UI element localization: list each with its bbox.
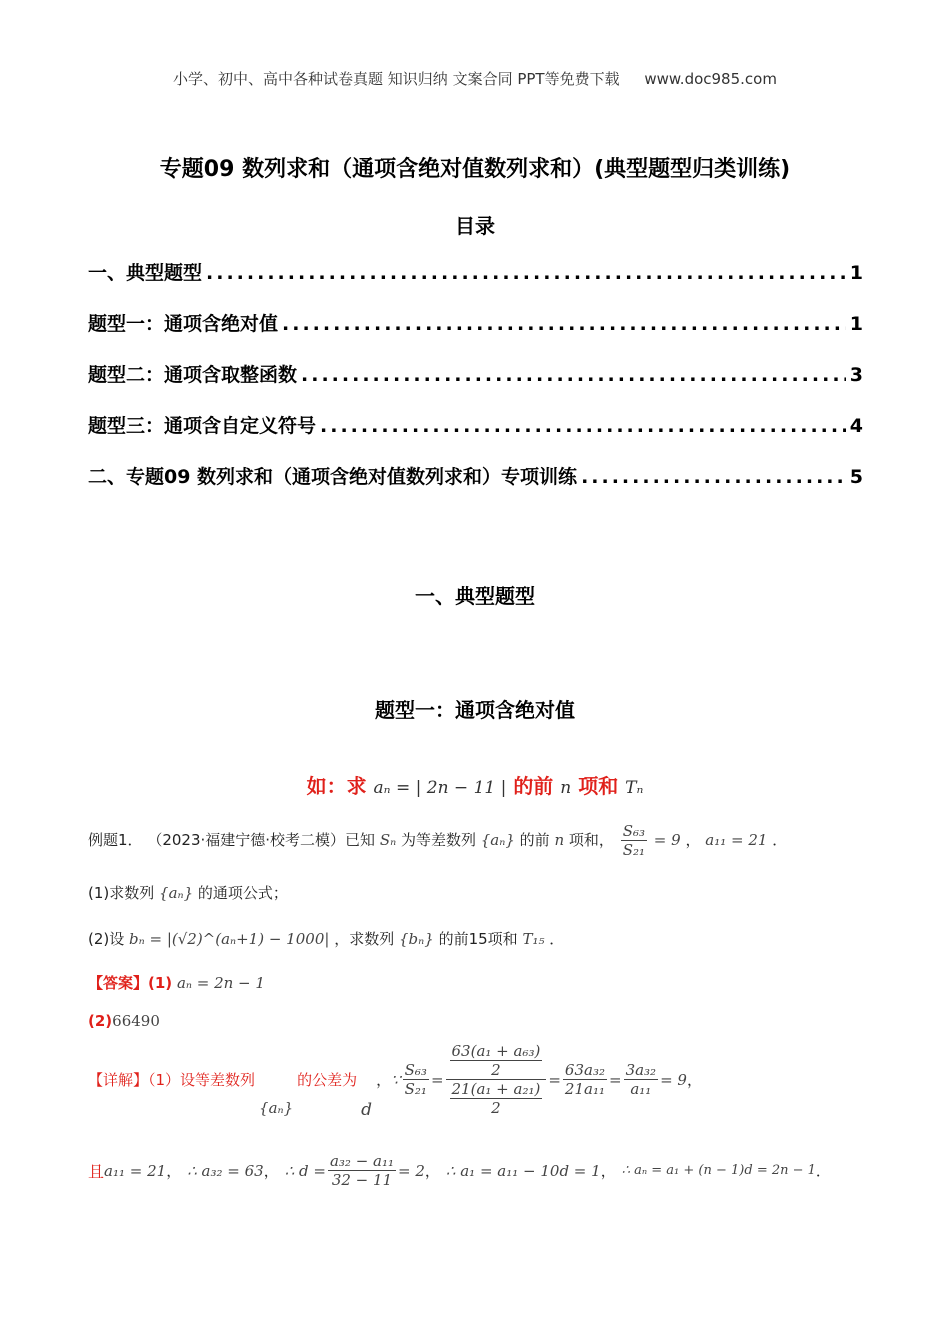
- toc-item[interactable]: [88, 360, 863, 411]
- detail-a1: ∴ a₁ = a₁₁ − 10d = 1: [445, 1161, 601, 1180]
- detail-label: 【详解】（1）设等差数列: [88, 1071, 256, 1089]
- answer-part1-formula: aₙ = 2n − 1: [176, 974, 265, 992]
- q2-bn-seq: {bₙ}: [399, 930, 434, 948]
- toc-item-label: 一、典型题型: [88, 262, 203, 284]
- example1-a11: a₁₁ = 21: [705, 831, 768, 849]
- example-mid: 的前: [513, 774, 554, 798]
- example1-text1: 为等差数列: [400, 831, 476, 849]
- example1-eq1: = 9: [653, 831, 681, 849]
- example-suffix: 项和: [578, 774, 619, 798]
- detail-line-1: 【详解】（1）设等差数列 {aₙ} 的公差为 d ， ∵ $\frac{\text{S₆₃}}{\text{S₂₁}}$ = $\frac{\frac{\text{63(a₁ + a₆₃)}}{2}}{\frac{\text{21(a₁ + a₂₁)}}{2}}$ = $\frac{\text{63a₃₂}}{\text{21a₁₁}}$ = $\frac{\text{3a₃₂}}{\text{a₁₁}}$ = 9 ，: [88, 1042, 702, 1120]
- f2-numerator: 63a₃₂: [564, 1061, 605, 1079]
- toc-item[interactable]: [88, 309, 863, 360]
- q2-bn: bₙ = |(√2)^(aₙ+1) − 1000|: [129, 930, 330, 948]
- d-denominator: 32 − 11: [331, 1171, 393, 1189]
- q2-end: ．: [549, 930, 565, 948]
- toc-leader: [282, 313, 846, 335]
- detail-an: ∴ aₙ = a₁ + (n − 1)d = 2n − 1: [621, 1163, 816, 1178]
- detail-big-fraction: [446, 1042, 547, 1117]
- sep-3: ，: [424, 1162, 440, 1180]
- toc-item[interactable]: [88, 462, 863, 513]
- detail-d-prefix: ∴ d =: [284, 1161, 326, 1180]
- example1-source: （2023·福建宁德·校考二模）已知: [147, 831, 376, 849]
- f3-numerator: 3a₃₂: [625, 1061, 657, 1079]
- q2-suffix: 的前15项和: [438, 930, 518, 948]
- ratio-denominator: S₂₁: [622, 841, 646, 859]
- detail-seq: {aₙ}: [259, 1098, 294, 1117]
- lhs-numerator: S₆₃: [404, 1061, 427, 1079]
- toc-item-label: 二、专题09 数列求和（通项含绝对值数列求和）专项训练: [88, 466, 578, 488]
- toc-item-page: 1: [849, 313, 863, 335]
- example-T: Tₙ: [625, 778, 644, 798]
- detail-eq: = 9: [660, 1070, 687, 1089]
- detail-a11: a₁₁ = 21: [104, 1161, 167, 1180]
- big-numerator: [446, 1042, 547, 1080]
- big-num-top: 63(a₁ + a₆₃): [451, 1042, 541, 1060]
- toc-item-label: 题型一：通项含绝对值: [88, 313, 279, 335]
- detail-fraction-3: [624, 1061, 659, 1098]
- example1-an: {aₙ}: [480, 831, 515, 849]
- q1-prefix: (1)求数列: [88, 884, 155, 902]
- detail-text: 的公差为: [297, 1071, 358, 1089]
- header-text: 小学、初中、高中各种试卷真题 知识归纳 文案合同 PPT等免费下载: [173, 70, 620, 88]
- example1-text2: 的前: [519, 831, 550, 849]
- detail-line-2: [88, 1152, 831, 1189]
- big-num-bottom: 2: [491, 1061, 501, 1079]
- example-formula: aₙ = | 2n − 11 |: [373, 778, 507, 798]
- q1-suffix: 的通项公式；: [197, 884, 288, 902]
- section-heading: 一、典型题型: [415, 584, 535, 608]
- detail-d-fraction: [328, 1152, 396, 1189]
- answer-part1: (1): [148, 974, 173, 992]
- answer-label: 【答案】: [88, 974, 149, 992]
- document-title: 专题09 数列求和（通项含绝对值数列求和）(典型题型归类训练): [159, 157, 791, 182]
- question-2: [88, 928, 564, 949]
- f3-denominator: a₁₁: [630, 1080, 652, 1098]
- detail-therefore: ∵: [391, 1070, 401, 1089]
- sep-2: ，: [263, 1162, 279, 1180]
- detail-d: d: [361, 1099, 373, 1120]
- big-denominator: [446, 1080, 547, 1117]
- toc-heading: 目录: [455, 214, 495, 238]
- example1-sep: ，: [685, 831, 701, 849]
- d-numerator: a₃₂ − a₁₁: [329, 1152, 394, 1170]
- sep-1: ，: [166, 1162, 182, 1180]
- q1-an: {aₙ}: [159, 884, 194, 902]
- example1-n: n: [554, 831, 565, 849]
- q2-mid: ，求数列: [334, 930, 395, 948]
- detail-d-eq: = 2: [398, 1161, 425, 1180]
- answer-line-2: [88, 1012, 160, 1030]
- example1-text3: 项和，: [568, 831, 614, 849]
- q2-T: T₁₅: [522, 930, 545, 948]
- toc-item-label: 题型三：通项含自定义符号: [88, 415, 317, 437]
- toc-leader: [301, 364, 846, 386]
- sep-5: ．: [815, 1162, 831, 1180]
- f2-denominator: 21a₁₁: [564, 1080, 605, 1098]
- toc-leader: [320, 415, 846, 437]
- example1-ratio: [621, 822, 647, 859]
- example1-statement: [88, 822, 787, 859]
- detail-lhs: [403, 1061, 429, 1098]
- toc-item[interactable]: [88, 258, 863, 309]
- answer-line-1: [88, 972, 265, 993]
- answer-part2-value: 66490: [112, 1012, 160, 1030]
- toc-item-page: 5: [849, 466, 863, 488]
- q2-prefix: (2)设: [88, 930, 125, 948]
- toc-item[interactable]: [88, 411, 863, 462]
- ratio-numerator: S₆₃: [622, 822, 646, 840]
- example1-label: 例题1．: [88, 831, 143, 849]
- detail-and: 且: [88, 1162, 105, 1181]
- toc-item-label: 题型二：通项含取整函数: [88, 364, 298, 386]
- example1-end: ．: [772, 831, 788, 849]
- detail-fraction-2: [563, 1061, 607, 1098]
- example-prompt: [0, 770, 950, 799]
- example-n: n: [560, 778, 572, 798]
- detail-comma: ，: [376, 1071, 392, 1089]
- example1-S: Sₙ: [379, 831, 397, 849]
- example-prefix: 如：求: [306, 774, 367, 798]
- type-heading: 题型一：通项含绝对值: [375, 698, 575, 722]
- detail-a32: ∴ a₃₂ = 63: [187, 1161, 264, 1180]
- header-site[interactable]: www.doc985.com: [644, 70, 777, 88]
- lhs-denominator: S₂₁: [404, 1080, 427, 1098]
- toc-item-page: 3: [849, 364, 863, 386]
- toc-leader: [206, 262, 846, 284]
- answer-part2: (2): [88, 1012, 113, 1030]
- sep-4: ，: [600, 1162, 616, 1180]
- big-den-top: 21(a₁ + a₂₁): [451, 1080, 541, 1098]
- question-1: [88, 882, 288, 903]
- toc-item-page: 4: [849, 415, 863, 437]
- big-den-bottom: 2: [491, 1099, 501, 1117]
- toc-leader: [581, 466, 846, 488]
- page-header: [0, 68, 950, 89]
- detail-comma-2: ，: [686, 1071, 702, 1089]
- table-of-contents: [88, 258, 863, 513]
- toc-item-page: 1: [849, 262, 863, 284]
